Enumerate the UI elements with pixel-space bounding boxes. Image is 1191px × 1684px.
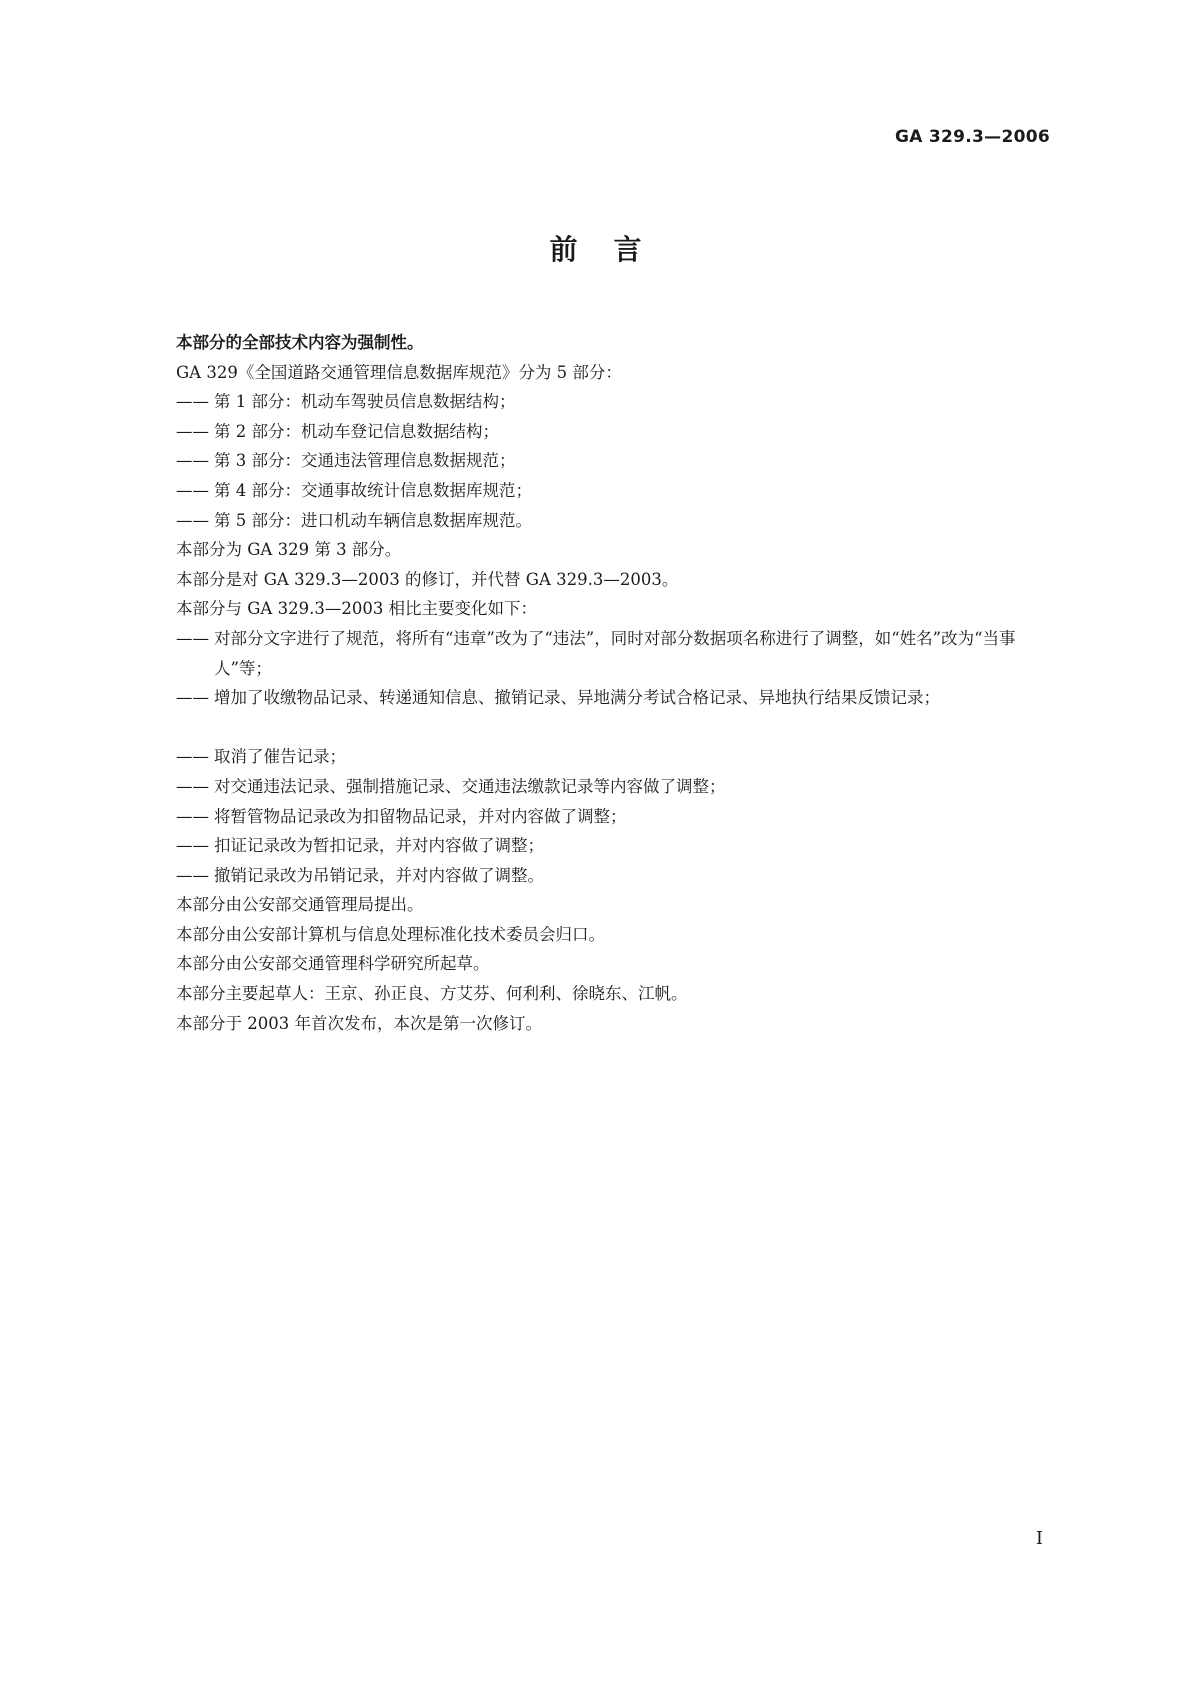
list-dash: —— xyxy=(176,480,209,500)
list-item-change-1: —— 对部分文字进行了规范，将所有“违章”改为了“违法”，同时对部分数据项名称进行了调整，如“姓名”改为“当事人”等； xyxy=(176,624,1056,683)
list-dash: —— xyxy=(176,510,209,530)
document-body xyxy=(176,328,1056,1038)
list-dash: —— xyxy=(176,392,209,412)
list-item-part-1: —— 第 1 部分：机动车驾驶员信息数据结构； xyxy=(176,387,1056,417)
paragraph-part-of: 本部分为 GA 329 第 3 部分。 xyxy=(176,540,402,560)
list-dash: —— xyxy=(176,776,209,796)
list-dash: —— xyxy=(176,628,209,648)
paragraph-drafted-by: 本部分由公安部交通管理科学研究所起草。 xyxy=(176,954,490,974)
list-dash: —— xyxy=(176,747,209,767)
list-item-part-4: —— 第 4 部分：交通事故统计信息数据库规范； xyxy=(176,476,1056,506)
list-item-change-6: —— 扣证记录改为暂扣记录，并对内容做了调整； xyxy=(176,831,1056,861)
paragraph-history: 本部分于 2003 年首次发布，本次是第一次修订。 xyxy=(176,1013,542,1033)
list-dash: —— xyxy=(176,806,209,826)
page-title: 前言 xyxy=(549,233,678,266)
list-dash: —— xyxy=(176,865,209,885)
paragraph-centralized-by: 本部分由公安部计算机与信息处理标准化技术委员会归口。 xyxy=(176,924,605,944)
paragraph-proposed-by: 本部分由公安部交通管理局提出。 xyxy=(176,895,424,915)
paragraph-changes-intro: 本部分与 GA 329.3—2003 相比主要变化如下： xyxy=(176,599,538,619)
list-dash: —— xyxy=(176,421,209,441)
list-item-change-3: —— 取消了催告记录； xyxy=(176,742,1056,772)
list-item-change-7: —— 撤销记录改为吊销记录，并对内容做了调整。 xyxy=(176,861,1056,891)
paragraph-drafters: 本部分主要起草人：王京、孙正良、方艾芬、何利利、徐晓东、江帆。 xyxy=(176,984,688,1004)
list-dash: —— xyxy=(176,836,209,856)
mandatory-statement: 本部分的全部技术内容为强制性。 xyxy=(176,333,424,352)
list-item-change-5: —— 将暂管物品记录改为扣留物品记录，并对内容做了调整； xyxy=(176,802,1056,832)
list-item-part-2: —— 第 2 部分：机动车登记信息数据结构； xyxy=(176,417,1056,447)
standard-number: GA 329.3—2006 xyxy=(894,127,1050,147)
list-item-part-3: —— 第 3 部分：交通违法管理信息数据规范； xyxy=(176,446,1056,476)
list-item-change-4: —— 对交通违法记录、强制措施记录、交通违法缴款记录等内容做了调整； xyxy=(176,772,1056,802)
list-dash: —— xyxy=(176,688,209,708)
page-number: I xyxy=(1035,1528,1043,1549)
list-item-change-2: —— 增加了收缴物品记录、转递通知信息、撤销记录、异地满分考试合格记录、异地执行结果反馈记录； xyxy=(176,683,1056,742)
paragraph-parts-intro: GA 329《全国道路交通管理信息数据库规范》分为 5 部分： xyxy=(176,362,622,382)
paragraph-revision: 本部分是对 GA 329.3—2003 的修订，并代替 GA 329.3—2003。 xyxy=(176,569,679,589)
list-item-part-5: —— 第 5 部分：进口机动车辆信息数据库规范。 xyxy=(176,506,1056,536)
list-dash: —— xyxy=(176,451,209,471)
